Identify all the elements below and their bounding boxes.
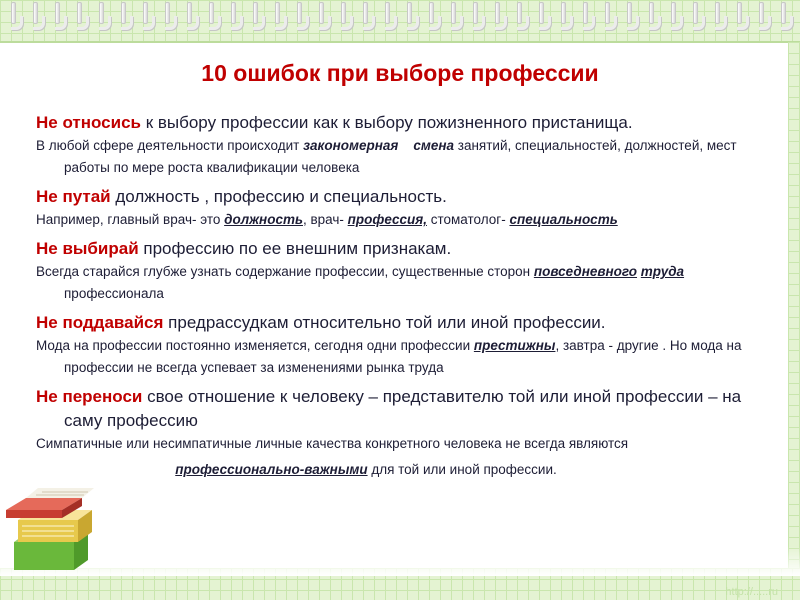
note-emphasis: профессионально-важными [175, 462, 368, 477]
binding-ring [230, 2, 243, 32]
mistake-note-5 [36, 433, 776, 455]
note-emphasis: специальность [509, 212, 618, 227]
note-text: Симпатичные или несимпатичные личные качества конкретного человека не всегда являются [36, 436, 629, 451]
binding-ring [450, 2, 463, 32]
note-text: занятий, специальностей, должностей, мест работы по мере роста квалификации человека [64, 138, 737, 175]
note-emphasis: смена [413, 138, 455, 153]
mistake-text: предрассудкам относительно той или иной профессии. [163, 313, 606, 332]
note-emphasis: закономерная [303, 138, 399, 153]
binding-ring [472, 2, 485, 32]
mistake-note-3 [36, 261, 776, 305]
binding-ring [164, 2, 177, 32]
mistake-key: Не относись [36, 113, 141, 132]
binding-ring [516, 2, 529, 32]
mistake-note-2 [36, 209, 776, 231]
mistake-heading-4 [36, 311, 776, 335]
binding-ring [362, 2, 375, 32]
note-text: для той или иной профессии. [367, 462, 557, 477]
note-emphasis: должность [224, 212, 303, 227]
binding-ring [10, 2, 23, 32]
mistake-text: к выбору профессии как к выбору пожизненного пристанища. [140, 113, 633, 132]
note-gap [398, 138, 413, 153]
mistake-heading-3 [36, 237, 776, 261]
binding-ring [604, 2, 617, 32]
binding-ring [538, 2, 551, 32]
mistake-note-5-cont [36, 459, 776, 481]
book-pages [26, 488, 94, 498]
binding-ring [780, 2, 793, 32]
binding-ring [142, 2, 155, 32]
binding-ring [670, 2, 683, 32]
binding-ring [32, 2, 45, 32]
mistake-text: свое отношение к человеку – представителю той или иной профессии – на саму профессию [64, 387, 742, 430]
binding-ring [714, 2, 727, 32]
note-text: стоматолог- [426, 212, 510, 227]
binding-ring [252, 2, 265, 32]
note-emphasis: престижны [473, 338, 556, 353]
books-icon [2, 480, 112, 575]
band-divider [0, 41, 800, 43]
binding-ring [384, 2, 397, 32]
watermark: http://.....ru [725, 586, 778, 598]
binding-ring [296, 2, 309, 32]
slide-title: 10 ошибок при выборе профессии [201, 60, 599, 86]
binding-ring [626, 2, 639, 32]
binding-ring [318, 2, 331, 32]
binding-ring [98, 2, 111, 32]
binding-ring [54, 2, 67, 32]
binding-ring [560, 2, 573, 32]
note-emphasis: труда [640, 264, 685, 279]
mistake-text: должность , профессию и специальность. [110, 187, 447, 206]
binding-ring [692, 2, 705, 32]
mistake-key: Не выбирай [36, 239, 139, 258]
mistake-heading-1 [36, 111, 776, 135]
binding-ring [758, 2, 771, 32]
mistake-heading-5 [36, 385, 776, 433]
spiral-binding-rings [0, 0, 800, 40]
mistake-note-1 [36, 135, 776, 179]
note-text: Всегда старайся глубже узнать содержание профессии, существенные сторон [36, 264, 534, 279]
binding-ring [208, 2, 221, 32]
note-text: Мода на профессии постоянно изменяется, сегодня одни профессии [36, 338, 474, 353]
binding-ring [406, 2, 419, 32]
binding-ring [274, 2, 287, 32]
mistake-key: Не путай [36, 187, 111, 206]
mistake-heading-2 [36, 185, 776, 209]
note-text: Например, главный врач- это [36, 212, 225, 227]
mistake-key: Не поддавайся [36, 313, 164, 332]
note-text: , врач- [302, 212, 348, 227]
binding-ring [648, 2, 661, 32]
grid-strip-right [788, 42, 800, 600]
slide-content [36, 111, 776, 481]
binding-ring [736, 2, 749, 32]
binding-ring [428, 2, 441, 32]
mistake-note-4 [36, 335, 776, 379]
binding-ring [494, 2, 507, 32]
book-cover-front [14, 542, 74, 570]
binding-ring [186, 2, 199, 32]
binding-ring [120, 2, 133, 32]
note-text: профессионала [64, 286, 164, 301]
mistake-key: Не переноси [36, 387, 143, 406]
book-red-front [6, 510, 62, 518]
binding-ring [76, 2, 89, 32]
binding-ring [582, 2, 595, 32]
note-emphasis: повседневного [533, 264, 638, 279]
note-text: , завтра - другие . Но мода на профессии не всегда успевает за изменениями рынка труда [64, 338, 742, 375]
note-text: В любой сфере деятельности происходит [36, 138, 304, 153]
mistake-text: профессию по ее внешним признакам. [138, 239, 452, 258]
note-emphasis: профессия, [347, 212, 427, 227]
grid-fade [0, 546, 800, 576]
binding-ring [340, 2, 353, 32]
